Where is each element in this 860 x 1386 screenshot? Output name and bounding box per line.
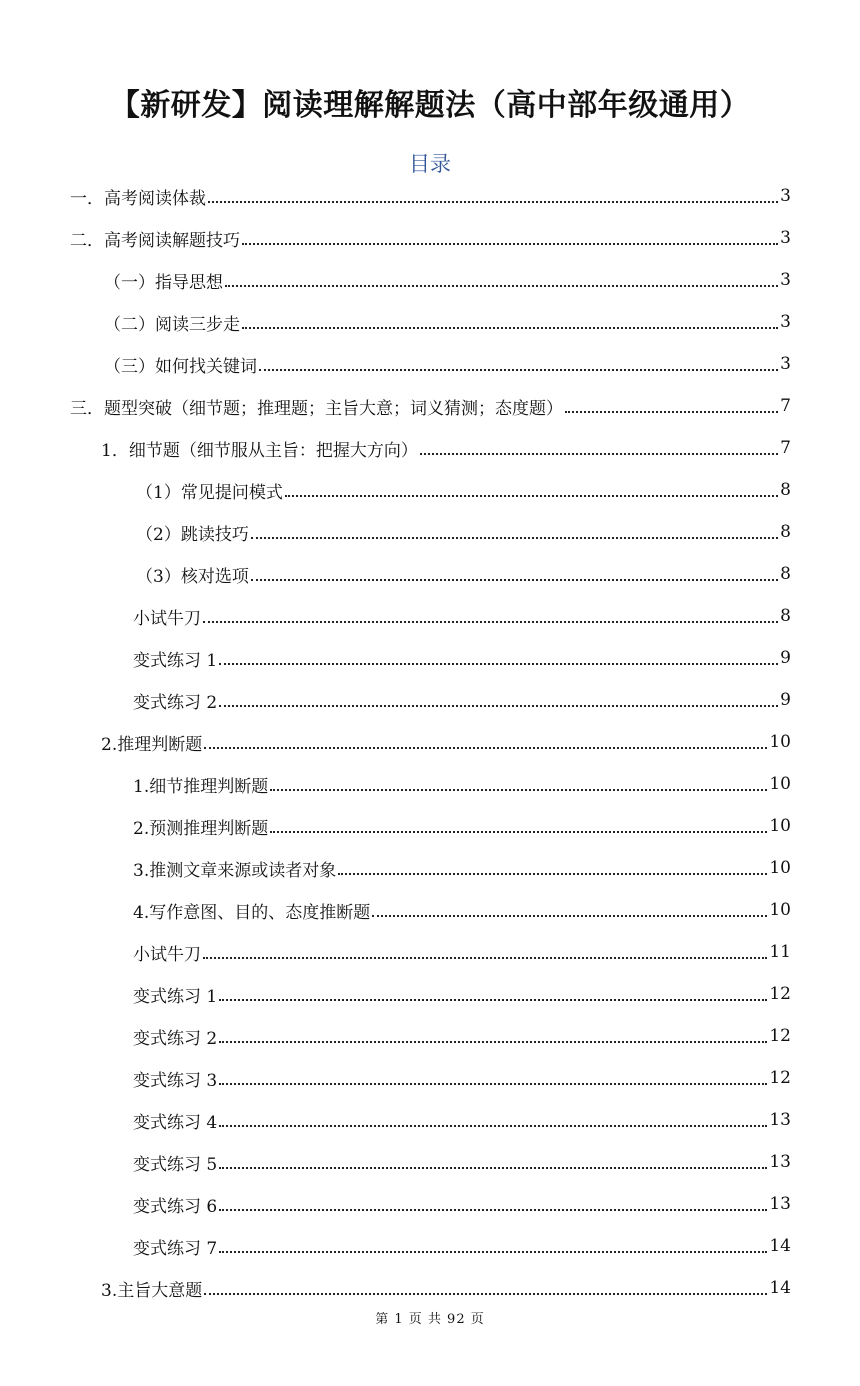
toc-heading: 目录 xyxy=(409,152,451,176)
toc-entry-page-number: 10 xyxy=(769,900,791,920)
dot-leader xyxy=(565,410,778,413)
page-footer: 第 1 页 共 92 页 xyxy=(375,1312,485,1327)
toc-entry[interactable] xyxy=(0,1267,860,1309)
toc-entry[interactable] xyxy=(0,553,860,595)
dot-leader xyxy=(219,662,778,665)
toc-entry-label: 变式练习 1 xyxy=(133,986,218,1007)
toc-entry-label: 变式练习 2 xyxy=(133,1028,218,1049)
toc-entry-label: 变式练习 2 xyxy=(133,692,218,713)
toc-entry[interactable] xyxy=(0,301,860,343)
toc-entry[interactable] xyxy=(0,217,860,259)
toc-entry[interactable] xyxy=(0,847,860,889)
dot-leader xyxy=(225,284,778,287)
toc-entry-page-number: 12 xyxy=(769,1068,791,1088)
toc-entry-page-number: 8 xyxy=(780,606,791,626)
dot-leader xyxy=(219,1250,767,1253)
dot-leader xyxy=(219,998,767,1001)
dot-leader xyxy=(338,872,767,875)
toc-entry-label: 二．高考阅读解题技巧 xyxy=(70,230,240,251)
dot-leader xyxy=(219,1166,767,1169)
toc-entry-label: 变式练习 6 xyxy=(133,1196,218,1217)
toc-entry[interactable] xyxy=(0,721,860,763)
toc-entry-page-number: 3 xyxy=(780,186,791,206)
toc-entry[interactable] xyxy=(0,385,860,427)
toc-entry-page-number: 10 xyxy=(769,858,791,878)
toc-entry[interactable] xyxy=(0,595,860,637)
toc-entry-label: 1．细节题（细节服从主旨：把握大方向） xyxy=(101,440,418,461)
dot-leader xyxy=(219,1208,767,1211)
toc-entry-label: （3）核对选项 xyxy=(136,566,249,587)
dot-leader xyxy=(219,1124,767,1127)
toc-entry-page-number: 3 xyxy=(780,228,791,248)
toc-entry[interactable] xyxy=(0,343,860,385)
toc-entry[interactable] xyxy=(0,1225,860,1267)
toc-entry[interactable] xyxy=(0,679,860,721)
toc-entry-label: （二）阅读三步走 xyxy=(104,314,240,335)
dot-leader xyxy=(270,788,767,791)
toc-entry-page-number: 8 xyxy=(780,522,791,542)
toc-entry[interactable] xyxy=(0,889,860,931)
toc-entry-label: 2.预测推理判断题 xyxy=(133,818,269,839)
toc-entry-page-number: 14 xyxy=(769,1236,791,1256)
dot-leader xyxy=(219,1082,767,1085)
dot-leader xyxy=(270,830,767,833)
toc-entry-page-number: 8 xyxy=(780,480,791,500)
toc-entry-page-number: 13 xyxy=(769,1194,791,1214)
dot-leader xyxy=(204,746,767,749)
toc-entry-label: 变式练习 3 xyxy=(133,1070,218,1091)
dot-leader xyxy=(251,536,778,539)
toc-entry-page-number: 12 xyxy=(769,984,791,1004)
dot-leader xyxy=(208,200,778,203)
dot-leader xyxy=(219,704,778,707)
toc-entry-page-number: 3 xyxy=(780,354,791,374)
toc-entry-page-number: 13 xyxy=(769,1152,791,1172)
toc-entry-label: 4.写作意图、目的、态度推断题 xyxy=(133,902,371,923)
toc-entry-page-number: 14 xyxy=(769,1278,791,1298)
dot-leader xyxy=(203,956,767,959)
dot-leader xyxy=(420,452,778,455)
toc-entry-page-number: 11 xyxy=(769,942,791,962)
toc-entry-label: 变式练习 1 xyxy=(133,650,218,671)
toc-entry[interactable] xyxy=(0,511,860,553)
toc-entry[interactable] xyxy=(0,805,860,847)
toc-entry-page-number: 7 xyxy=(780,438,791,458)
toc-entry-label: 一．高考阅读体裁 xyxy=(70,188,206,209)
toc-entry-label: 小试牛刀 xyxy=(133,608,201,629)
dot-leader xyxy=(219,1040,767,1043)
toc-entry-label: 变式练习 5 xyxy=(133,1154,218,1175)
dot-leader xyxy=(242,326,778,329)
toc-entry-label: 1.细节推理判断题 xyxy=(133,776,269,797)
toc-entry-page-number: 3 xyxy=(780,312,791,332)
toc-entry[interactable] xyxy=(0,259,860,301)
toc-entry-label: 小试牛刀 xyxy=(133,944,201,965)
toc-entry[interactable] xyxy=(0,1015,860,1057)
dot-leader xyxy=(204,1292,767,1295)
toc-entry-label: （1）常见提问模式 xyxy=(136,482,283,503)
dot-leader xyxy=(242,242,778,245)
toc-entry-label: 变式练习 7 xyxy=(133,1238,218,1259)
toc-entry-page-number: 10 xyxy=(769,732,791,752)
dot-leader xyxy=(259,368,778,371)
toc-entry[interactable] xyxy=(0,1099,860,1141)
toc-entry-page-number: 12 xyxy=(769,1026,791,1046)
toc-entry-page-number: 3 xyxy=(780,270,791,290)
toc-entry-page-number: 9 xyxy=(780,648,791,668)
toc-entry-label: （2）跳读技巧 xyxy=(136,524,249,545)
table-of-contents xyxy=(0,175,860,1309)
toc-entry-page-number: 13 xyxy=(769,1110,791,1130)
toc-entry-label: 3.主旨大意题 xyxy=(101,1280,203,1301)
toc-entry-label: （三）如何找关键词 xyxy=(104,356,257,377)
dot-leader xyxy=(372,914,767,917)
toc-entry[interactable] xyxy=(0,1057,860,1099)
toc-entry-label: 3.推测文章来源或读者对象 xyxy=(133,860,337,881)
toc-entry[interactable] xyxy=(0,427,860,469)
toc-entry[interactable] xyxy=(0,175,860,217)
toc-entry-page-number: 8 xyxy=(780,564,791,584)
dot-leader xyxy=(203,620,778,623)
dot-leader xyxy=(251,578,778,581)
toc-entry-page-number: 7 xyxy=(780,396,791,416)
toc-entry[interactable] xyxy=(0,763,860,805)
toc-entry-page-number: 9 xyxy=(780,690,791,710)
toc-entry[interactable] xyxy=(0,1183,860,1225)
toc-entry-page-number: 10 xyxy=(769,774,791,794)
dot-leader xyxy=(285,494,778,497)
toc-entry-label: 2.推理判断题 xyxy=(101,734,203,755)
toc-entry-label: （一）指导思想 xyxy=(104,272,223,293)
toc-entry[interactable] xyxy=(0,469,860,511)
toc-entry[interactable] xyxy=(0,1141,860,1183)
toc-entry[interactable] xyxy=(0,931,860,973)
document-title: 【新研发】阅读理解解题法（高中部年级通用） xyxy=(109,88,751,123)
toc-entry-label: 变式练习 4 xyxy=(133,1112,218,1133)
toc-entry[interactable] xyxy=(0,973,860,1015)
toc-entry-page-number: 10 xyxy=(769,816,791,836)
toc-entry[interactable] xyxy=(0,637,860,679)
toc-entry-label: 三．题型突破（细节题；推理题；主旨大意；词义猜测；态度题） xyxy=(70,398,563,419)
